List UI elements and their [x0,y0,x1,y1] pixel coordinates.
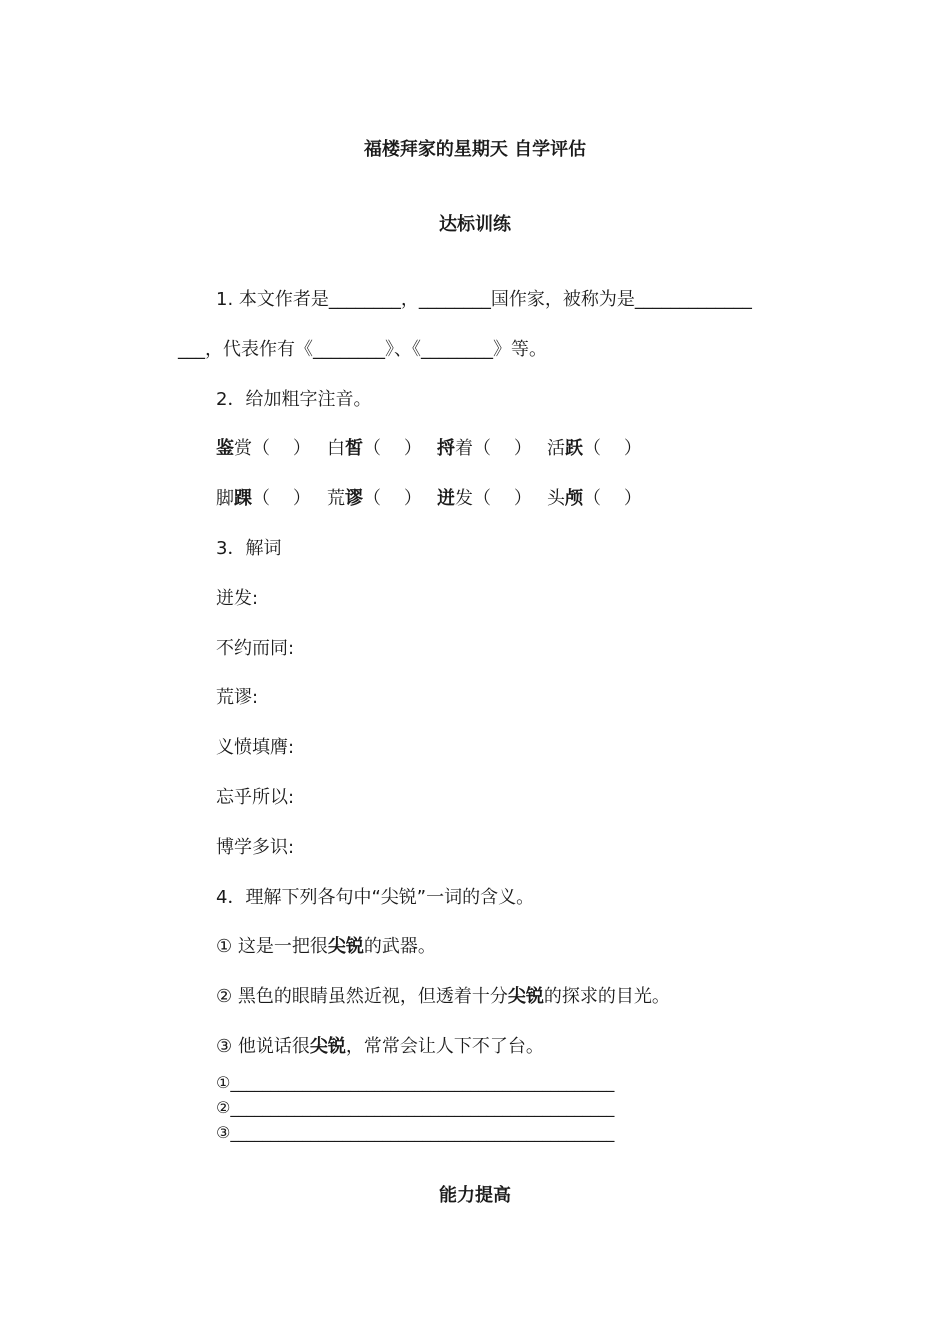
question-3-heading: 3．解词 [216,538,282,559]
question-2-heading: 2．给加粗字注音。 [216,389,372,410]
pinyin-item: 白皙（ ） [327,438,422,459]
page-title: 福楼拜家的星期天 自学评估 [363,139,587,160]
sentence-1: ① 这是一把很尖锐的武器。 [216,936,436,957]
section-heading-ability-improvement: 能力提高 [439,1185,511,1206]
answer-line-2: ②________________________________________________ [216,1098,615,1117]
question-1-line-2: ___，代表作有《________》、《________》等。 [178,339,547,360]
vocab-item: 义愤填膺: [216,737,295,758]
question-4-heading: 4．理解下列各句中“尖锐”一词的含义。 [216,887,535,908]
vocab-item: 不约而同: [216,638,295,659]
answer-line-3: ③________________________________________________ [216,1123,615,1142]
vocab-item: 博学多识: [216,837,295,858]
pinyin-item: 活跃（ ） [547,438,642,459]
sentence-3: ③ 他说话很尖锐，常常会让人下不了台。 [216,1036,544,1057]
pinyin-item: 捋着（ ） [437,438,532,459]
pinyin-item: 鉴赏（ ） [216,438,311,459]
pinyin-item: 荒谬（ ） [327,488,422,509]
pinyin-item: 脚踝（ ） [216,488,311,509]
answer-line-1: ①________________________________________________ [216,1073,615,1092]
question-1-line-1: 1. 本文作者是________，________国作家，被称为是_____________ [216,289,752,310]
section-heading-standard-training: 达标训练 [439,214,511,235]
pinyin-item: 头颅（ ） [547,488,642,509]
sentence-2: ② 黑色的眼睛虽然近视，但透着十分尖锐的探求的目光。 [216,986,670,1007]
vocab-item: 迸发: [216,588,259,609]
vocab-item: 荒谬: [216,687,259,708]
pinyin-item: 迸发（ ） [437,488,532,509]
vocab-item: 忘乎所以: [216,787,295,808]
